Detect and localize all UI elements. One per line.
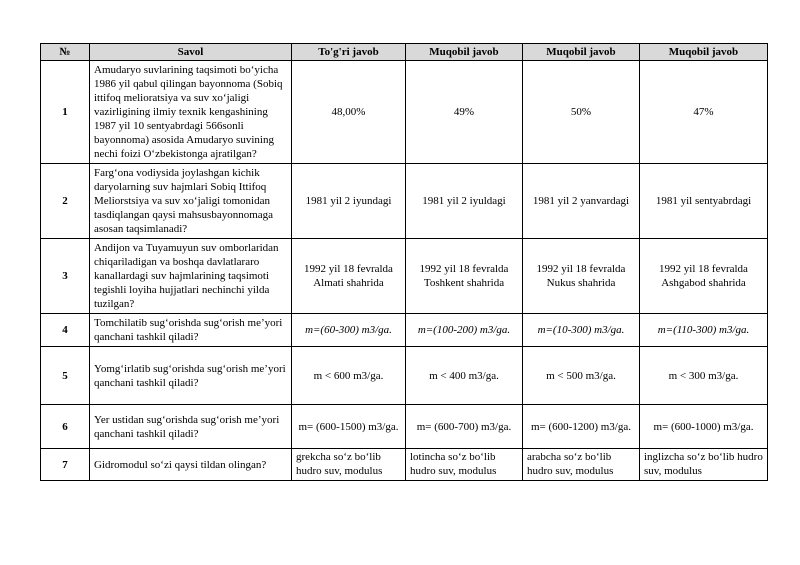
alternative-answer: 1981 yil 2 iyuldagi [406,164,523,239]
question-text: Yer ustidan sug‘orishda sug‘orish me’yori qanchani tashkil qiladi? [90,405,292,449]
alternative-answer: 1992 yil 18 fevralda Toshkent shahrida [406,239,523,314]
header-question: Savol [90,44,292,61]
table-row [41,61,768,164]
alternative-answer: 49% [406,61,523,164]
header-alternative-answer-3: Muqobil javob [640,44,768,61]
correct-answer: grekcha so‘z bo‘lib hudro suv, modulus [292,449,406,481]
row-number: 5 [41,347,90,405]
row-number: 2 [41,164,90,239]
row-number: 7 [41,449,90,481]
quiz-table [40,43,768,481]
table-row [41,239,768,314]
correct-answer: m=(60-300) m3/ga. [292,314,406,347]
table-row [41,347,768,405]
alternative-answer: 1981 yil 2 yanvardagi [523,164,640,239]
alternative-answer: m < 500 m3/ga. [523,347,640,405]
question-text: Gidromodul so‘zi qaysi tildan olingan? [90,449,292,481]
header-alternative-answer-2: Muqobil javob [523,44,640,61]
row-number: 1 [41,61,90,164]
correct-answer: 1981 yil 2 iyundagi [292,164,406,239]
table-row [41,405,768,449]
correct-answer: 1992 yil 18 fevralda Almati shahrida [292,239,406,314]
question-text: Amudaryo suvlarining taqsimoti bo‘yicha 1986 yil qabul qilingan bayonnoma (Sobiq ittifoq melioratsiya va suv xo‘jaligi vazirligining ilmiy texnik kengashining 1987 yil 10 sentyabrdagi 566sonli bayonnoma) asosida Amudaryo suvining nechi foizi O‘zbekistonga ajratilgan? [90,61,292,164]
alternative-answer: m < 400 m3/ga. [406,347,523,405]
alternative-answer: 1992 yil 18 fevralda Ashgabod shahrida [640,239,768,314]
header-correct-answer: To'g'ri javob [292,44,406,61]
alternative-answer: m < 300 m3/ga. [640,347,768,405]
alternative-answer: m= (600-700) m3/ga. [406,405,523,449]
alternative-answer: m= (600-1000) m3/ga. [640,405,768,449]
header-row [41,44,768,61]
header-alternative-answer-1: Muqobil javob [406,44,523,61]
row-number: 6 [41,405,90,449]
question-text: Farg‘ona vodiysida joylashgan kichik daryolarning suv hajmlari Sobiq Ittifoq Meliorstsiya va suv xo‘jaligi tomonidan tasdiqlangan qaysi mahsusbayonnomaga asosan taqsimlanadi? [90,164,292,239]
question-text: Yomg‘irlatib sug‘orishda sug‘orish me’yori qanchani tashkil qiladi? [90,347,292,405]
table-row [41,449,768,481]
alternative-answer: m=(110-300) m3/ga. [640,314,768,347]
alternative-answer: 1981 yil sentyabrdagi [640,164,768,239]
row-number: 4 [41,314,90,347]
correct-answer: 48,00% [292,61,406,164]
alternative-answer: 47% [640,61,768,164]
correct-answer: m= (600-1500) m3/ga. [292,405,406,449]
correct-answer: m < 600 m3/ga. [292,347,406,405]
alternative-answer: inglizcha so‘z bo‘lib hudro suv, modulus [640,449,768,481]
table-row [41,314,768,347]
question-text: Andijon va Tuyamuyun suv omborlaridan chiqariladigan va boshqa davlatlararo kanallardagi suv hajmlarining taqsimoti tegishli loyiha hujjatlari nechinchi yilda tuzilgan? [90,239,292,314]
alternative-answer: arabcha so‘z bo‘lib hudro suv, modulus [523,449,640,481]
header-number: № [41,44,90,61]
alternative-answer: m=(100-200) m3/ga. [406,314,523,347]
alternative-answer: 50% [523,61,640,164]
alternative-answer: lotincha so‘z bo‘lib hudro suv, modulus [406,449,523,481]
alternative-answer: m=(10-300) m3/ga. [523,314,640,347]
alternative-answer: m= (600-1200) m3/ga. [523,405,640,449]
question-text: Tomchilatib sug‘orishda sug‘orish me’yori qanchani tashkil qiladi? [90,314,292,347]
table-row [41,164,768,239]
row-number: 3 [41,239,90,314]
alternative-answer: 1992 yil 18 fevralda Nukus shahrida [523,239,640,314]
